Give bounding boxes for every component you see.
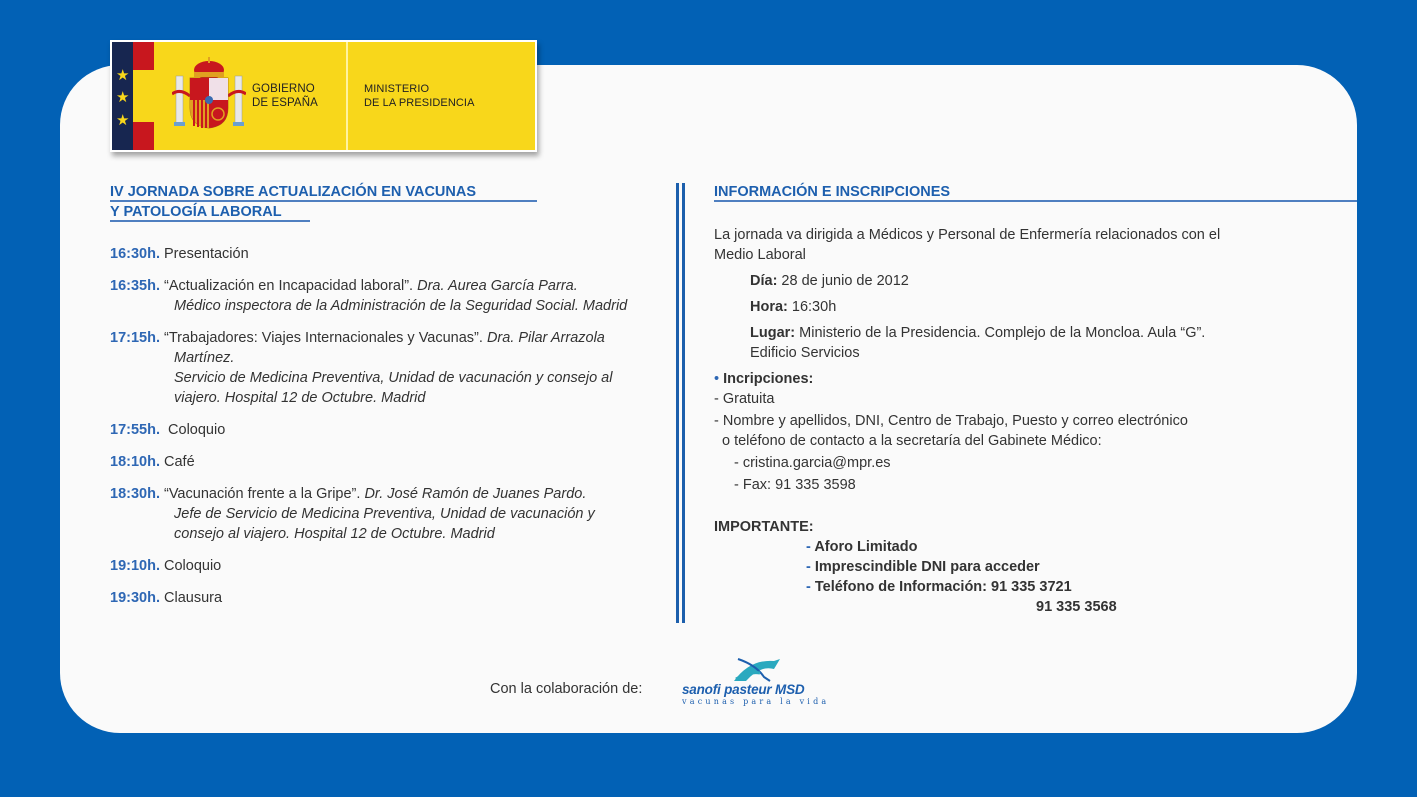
requisitos-text: - Nombre y apellidos, DNI, Centro de Trabajo, Puesto y correo electrónico [714,413,1188,429]
info-title: INFORMACIÓN E INSCRIPCIONES [714,184,951,200]
star-icon: ★ [116,112,130,129]
schedule-time: 16:35h. [110,278,160,294]
hora-row [714,297,1274,317]
sanofi-pasteur-logo [682,657,832,709]
schedule-affiliation: viajero. Hospital 12 de Octubre. Madrid [174,390,426,406]
schedule-text: “Actualización en Incapacidad laboral”. [159,278,418,294]
schedule-item [110,276,670,316]
fax-text: - Fax: 91 335 3598 [734,477,856,493]
schedule-text: Coloquio [159,558,222,574]
coat-of-arms-icon [172,56,246,136]
title-underline [110,220,310,222]
gobierno-espana-logo [110,40,537,152]
logo-gobierno-line2: DE ESPAÑA [252,97,318,109]
hora-value: 16:30h [787,299,837,315]
lugar-value: Ministerio de la Presidencia. Complejo de la Moncloa. Aula “G”. [795,325,1206,341]
importante-item-text: Imprescindible DNI para acceder [814,559,1040,575]
sanofi-helix-icon [730,657,790,683]
schedule-item [110,328,670,408]
program-title [110,182,476,222]
schedule-affiliation: Servicio de Medicina Preventiva, Unidad de vacunación y consejo al [174,370,613,386]
star-icon: ★ [116,67,130,84]
schedule-time: 18:10h. [110,454,160,470]
schedule-text: Presentación [159,246,249,262]
logo-gobierno-line1: GOBIERNO [252,83,315,95]
inscripciones-label: Incripciones: [719,371,814,387]
schedule-affiliation: consejo al viajero. Hospital 12 de Octubre. Madrid [174,526,495,542]
importante-item-text: Teléfono de Información: 91 335 3721 [814,579,1072,595]
schedule-time: 16:30h. [110,246,160,262]
schedule-item [110,452,670,472]
schedule-affiliation: Jefe de Servicio de Medicina Preventiva, Unidad de vacunación y [174,506,595,522]
importante-phone2: 91 335 3568 [1036,599,1117,615]
program-title-line2: Y PATOLOGÍA LABORAL [110,204,282,220]
schedule-item [110,556,670,576]
intro-text: La jornada va dirigida a Médicos y Personal de Enfermería relacionados con el [714,227,1221,243]
title-underline [110,200,537,202]
schedule-item [110,588,670,608]
inscripciones-heading [714,369,1274,389]
logo-ministerio-line2: DE LA PRESIDENCIA [364,97,475,109]
sponsor-tagline: vacunas para la vida [682,697,830,706]
dash-icon: - [806,559,815,575]
schedule-speaker-cont: Martínez. [174,350,235,366]
schedule-time: 19:30h. [110,590,160,606]
schedule-text: “Trabajadores: Viajes Internacionales y Vacunas”. [159,330,487,346]
schedule-text: Coloquio [159,422,226,438]
lugar-label: Lugar: [750,325,796,341]
schedule-text: Clausura [159,590,223,606]
schedule-time: 17:55h. [110,422,160,438]
schedule-time: 17:15h. [110,330,160,346]
spain-flag-yellow [133,70,154,122]
logo-divider [346,42,348,150]
schedule-speaker: Dr. José Ramón de Juanes Pardo. [364,486,587,502]
hora-label: Hora: [750,299,788,315]
schedule-item [110,484,670,544]
schedule-time: 19:10h. [110,558,160,574]
dash-icon: - [806,539,815,555]
dash-icon: - [806,579,815,595]
program-title-line1: IV JORNADA SOBRE ACTUALIZACIÓN EN VACUNAS [110,184,477,200]
logo-ministerio-line1: MINISTERIO [364,83,430,95]
email-link[interactable]: - cristina.garcia@mpr.es [734,455,891,471]
program-schedule [110,244,670,620]
title-underline [714,200,1357,202]
collaboration-label: Con la colaboración de: [490,681,643,697]
schedule-text: “Vacunación frente a la Gripe”. [159,486,365,502]
column-divider [682,183,685,623]
intro-text: Medio Laboral [714,247,806,263]
info-section [714,225,1274,617]
schedule-time: 18:30h. [110,486,160,502]
sponsor-name: sanofi pasteur MSD [682,682,805,697]
schedule-speaker: Dra. Aurea García Parra. [417,278,578,294]
importante-item [714,577,1274,597]
importante-item [714,557,1274,577]
schedule-speaker: Dra. Pilar Arrazola [486,330,605,346]
importante-label: IMPORTANTE: [714,519,814,535]
column-divider [676,183,679,623]
schedule-item [110,244,670,264]
importante-item [714,537,1274,557]
schedule-affiliation: Médico inspectora de la Administración de la Seguridad Social. Madrid [174,298,628,314]
schedule-text: Café [159,454,195,470]
importante-item-text: Aforo Limitado [814,539,918,555]
lugar-value-cont: Edificio Servicios [750,345,860,361]
requisitos-text: o teléfono de contacto a la secretaría del Gabinete Médico: [722,433,1102,449]
dia-value: 28 de junio de 2012 [777,273,909,289]
schedule-item [110,420,670,440]
dia-label: Día: [750,273,778,289]
star-icon: ★ [116,89,130,106]
gratuita-text: - Gratuita [714,391,775,407]
dia-row [714,271,1274,291]
lugar-row [714,323,1274,343]
bullet-icon: • [714,371,720,387]
